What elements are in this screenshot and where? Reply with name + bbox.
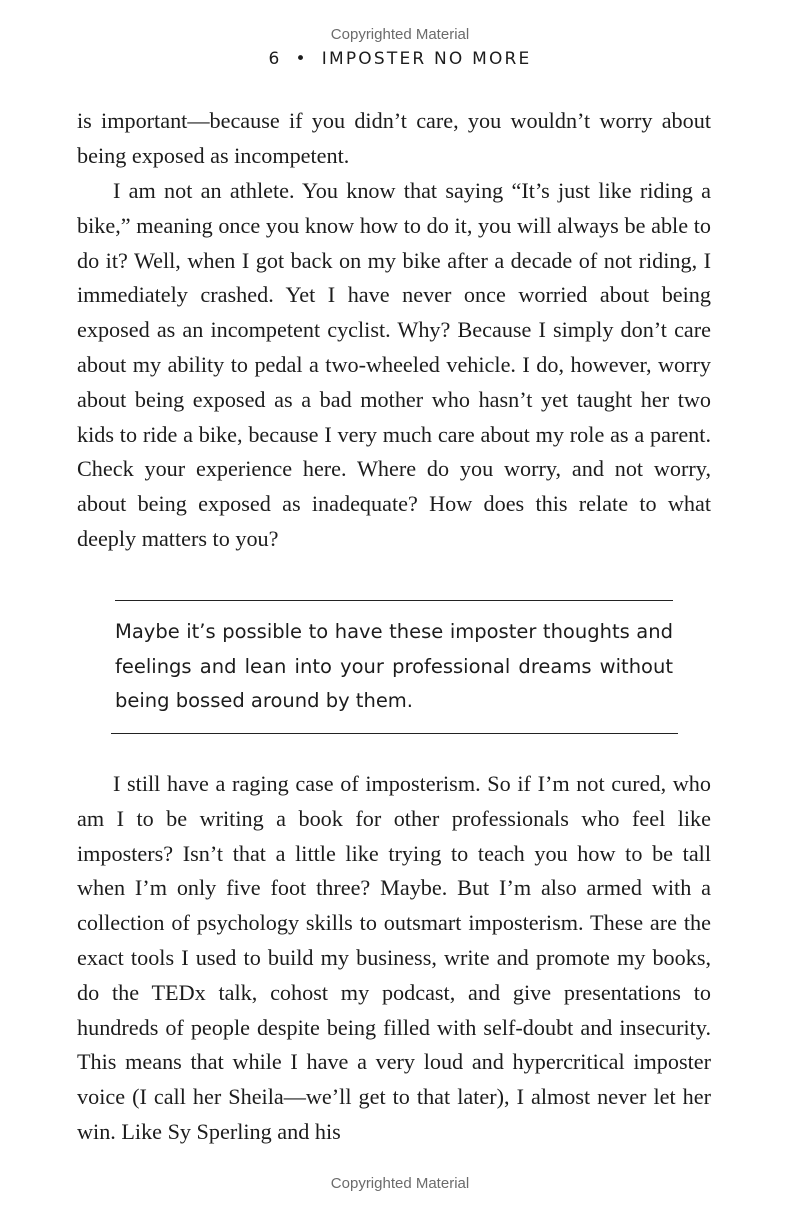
book-title: IMPOSTER NO MORE — [321, 49, 532, 69]
page-number: 6 — [268, 49, 282, 69]
copyright-watermark-top: Copyrighted Material — [330, 26, 470, 43]
pull-quote-top-rule — [115, 600, 673, 601]
header-separator: • — [295, 49, 308, 69]
copyright-watermark-bottom: Copyrighted Material — [330, 1175, 470, 1192]
paragraph-imposterism: I still have a raging case of imposterism. So if I’m not cured, who am I to be writing a book for other professionals who feel like imposters? Isn’t that a little like trying to teach you how to be tall when I’m only five foot three? Maybe. But I’m also armed with a collection of psychology skills to outsmart imposterism. These are the exact tools I used to build my business, write and promote my books, do the TEDx talk, cohost my podcast, and give presentations to hundreds of people despite being filled with self-doubt and insecurity. This means that while I have a very loud and hypercritical imposter voice (I call her Sheila—we’ll get to that later), I almost never let her win. Like Sy Sperling and his — [77, 771, 711, 1144]
pull-quote-bottom-rule — [111, 733, 678, 734]
running-head — [0, 49, 800, 69]
paragraph-athlete: I am not an athlete. You know that saying “It’s just like riding a bike,” meaning once you know how to do it, you will always be able to do it? Well, when I got back on my bike after a decade of not riding, I immediately crashed. Yet I have never once worried about being exposed as an incompetent cyclist. Why? Because I simply don’t care about my ability to pedal a two-wheeled vehicle. I do, however, worry about being exposed as a bad mother who hasn’t yet taught her two kids to ride a bike, because I very much care about my role as a parent. Check your experience here. Where do you worry, and not worry, about being exposed as inadequate? How does this relate to what deeply matters to you? — [77, 178, 711, 551]
paragraph-continuation: is important—because if you didn’t care, you wouldn’t worry about being exposed as incompetent. — [77, 108, 711, 168]
pull-quote: Maybe it’s possible to have these imposter thoughts and feelings and lean into your professional dreams without being bossed around by them. — [115, 620, 673, 712]
